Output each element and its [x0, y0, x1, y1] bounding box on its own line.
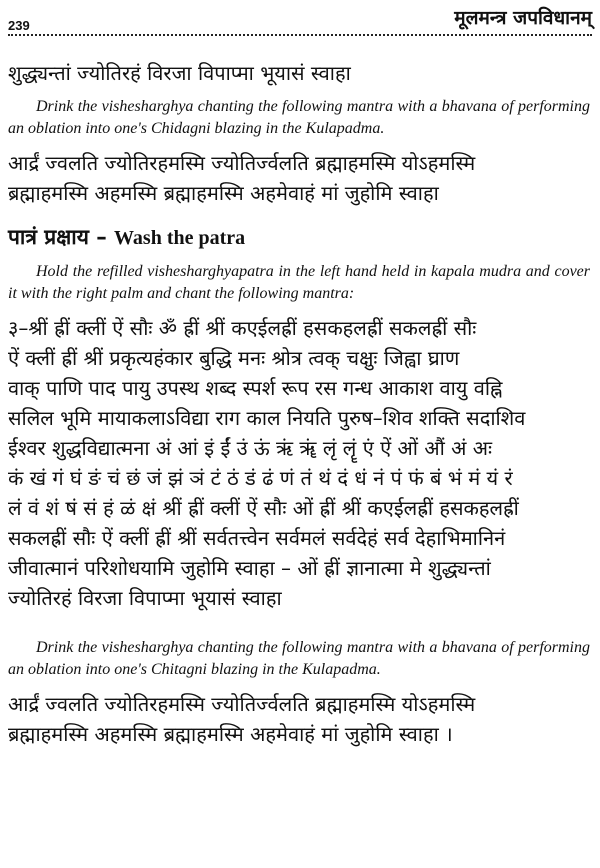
header-dotted-rule: [8, 34, 592, 36]
heading-english: Wash the patra: [114, 227, 246, 249]
instruction-paragraph: Drink the vishesharghya chanting the following mantra with a bhavana of performing an oblation into one's Chitagni blazing in the Kulapadma.: [8, 639, 590, 678]
page-number: 239: [8, 18, 30, 33]
mantra-line: ३–श्रीं ह्रीं क्लीं ऐं सौः ॐ ह्रीं श्रीं कएईलह्रीं हसकहलह्रीं सकलह्रीं सौः: [8, 316, 477, 340]
mantra-line: वाक् पाणि पाद पायु उपस्थ शब्द स्पर्श रूप रस गन्ध आकाश वायु वह्नि: [8, 376, 503, 400]
mantra-line: ज्योतिरहं विरजा विपाप्मा भूयासं स्वाहा: [8, 586, 282, 610]
mantra-line: सलिल भूमि मायाकलाऽविद्या राग काल नियति पुरुष–शिव शक्ति सदाशिव: [8, 406, 526, 430]
page-body: [8, 58, 590, 749]
mantra-line: ब्रह्माहमस्मि अहमस्मि ब्रह्माहमस्मि अहमेवाहं मां जुहोमि स्वाहा: [8, 181, 439, 205]
mantra-line: सकलह्रीं सौः ऐं क्लीं ह्रीं श्रीं सर्वतत्त्वेन सर्वमलं सर्वदेहं सर्व देहाभिमानिनं: [8, 526, 506, 550]
section-heading: [8, 222, 590, 253]
mantra-line: जीवात्मानं परिशोधयामि जुहोमि स्वाहा – ओं ह्रीं ज्ञानात्मा मे शुद्ध्यन्तां: [8, 556, 491, 580]
heading-dash: –: [96, 225, 107, 249]
instruction-paragraph: Hold the refilled vishesharghyapatra in the left hand held in kapala mudra and cover it with the right palm and chant the following mantra:: [8, 263, 590, 302]
mantra-line: आर्द्रं ज्वलति ज्योतिरहमस्मि ज्योतिर्ज्वलति ब्रह्माहमस्मि योऽहमस्मि: [8, 151, 476, 175]
running-title: मूलमन्त्र जपविधानम्: [454, 7, 592, 29]
mantra-line: लं वं शं षं सं हं ळं क्षं श्रीं ह्रीं क्लीं ऐं सौः ओं ह्रीं श्रीं कएईलह्रीं हसकहलह्रीं: [8, 496, 519, 520]
instruction-paragraph: Drink the vishesharghya chanting the following mantra with a bhavana of performing an oblation into one's Chidagni blazing in the Kulapadma.: [8, 98, 590, 137]
mantra-line: ब्रह्माहमस्मि अहमस्मि ब्रह्माहमस्मि अहमेवाहं मां जुहोमि स्वाहा ।: [8, 722, 453, 746]
mantra-line: ईश्वर शुद्धविद्यात्मना अं आं इं ईं उं ऊं ऋं ॠं लृं लॄं एं ऐं ओं औं अं अः: [8, 436, 493, 460]
mantra-line: कं खं गं घं ङं चं छं जं झं ञं टं ठं डं ढं णं तं थं दं धं नं पं फं बं भं मं यं रं: [8, 466, 513, 490]
mantra-line: ऐं क्लीं ह्रीं श्रीं प्रकृत्यहंकार बुद्धि मनः श्रोत्र त्वक् चक्षुः जिह्वा घ्राण: [8, 346, 460, 370]
heading-sanskrit: पात्रं प्रक्षाय: [8, 225, 89, 249]
mantra-line: आर्द्रं ज्वलति ज्योतिरहमस्मि ज्योतिर्ज्वलति ब्रह्माहमस्मि योऽहमस्मि: [8, 692, 476, 716]
mantra-line: शुद्ध्यन्तां ज्योतिरहं विरजा विपाप्मा भूयासं स्वाहा: [8, 61, 351, 85]
page-header: [8, 4, 592, 34]
